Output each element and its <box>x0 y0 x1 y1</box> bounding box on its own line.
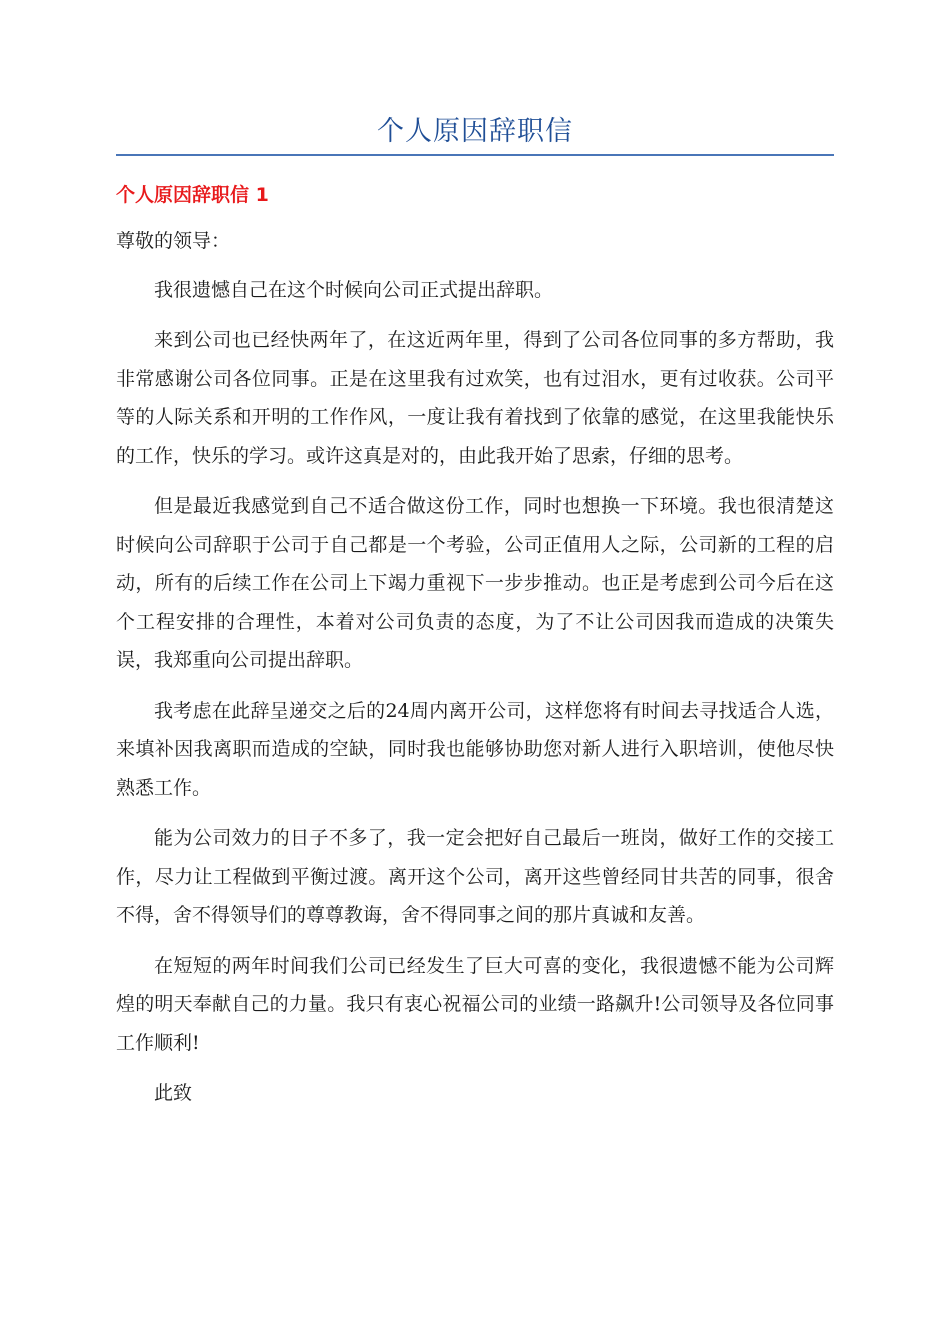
document-title: 个人原因辞职信 <box>377 116 573 147</box>
title-underline <box>116 154 834 156</box>
section-heading: 个人原因辞职信 1 <box>116 184 269 206</box>
paragraph-6: 在短短的两年时间我们公司已经发生了巨大可喜的变化，我很遗憾不能为公司辉煌的明天奉献自己的力量。我只有衷心祝福公司的业绩一路飙升!公司领导及各位同事工作顺利! <box>116 954 834 1054</box>
paragraph-3: 但是最近我感觉到自己不适合做这份工作，同时也想换一下环境。我也很清楚这时候向公司辞职于公司于自己都是一个考验，公司正值用人之际，公司新的工程的启动，所有的后续工作在公司上下竭力重视下一步步推动。也正是考虑到公司今后在这个工程安排的合理性，本着对公司负责的态度，为了不让公司因我而造成的决策失误，我郑重向公司提出辞职。 <box>116 495 834 671</box>
paragraph-4: 我考虑在此辞呈递交之后的24周内离开公司，这样您将有时间去寻找适合人选，来填补因我离职而造成的空缺，同时我也能够协助您对新人进行入职培训，使他尽快熟悉工作。 <box>116 699 834 799</box>
closing-line: 此致 <box>154 1082 193 1104</box>
paragraph-1: 我很遗憾自己在这个时候向公司正式提出辞职。 <box>154 278 554 301</box>
paragraph-2: 来到公司也已经快两年了，在这近两年里，得到了公司各位同事的多方帮助，我非常感谢公司各位同事。正是在这里我有过欢笑，也有过泪水，更有过收获。公司平等的人际关系和开明的工作作风，一度让我有着找到了依靠的感觉，在这里我能快乐的工作，快乐的学习。或许这真是对的，由此我开始了思索，仔细的思考。 <box>116 329 834 467</box>
letter-body <box>116 222 834 1125</box>
salutation: 尊敬的领导： <box>116 230 231 252</box>
paragraph-5: 能为公司效力的日子不多了，我一定会把好自己最后一班岗，做好工作的交接工作，尽力让工程做到平衡过渡。离开这个公司，离开这些曾经同甘共苦的同事，很舍不得，舍不得领导们的尊尊教诲，舍不得同事之间的那片真诚和友善。 <box>116 827 834 926</box>
